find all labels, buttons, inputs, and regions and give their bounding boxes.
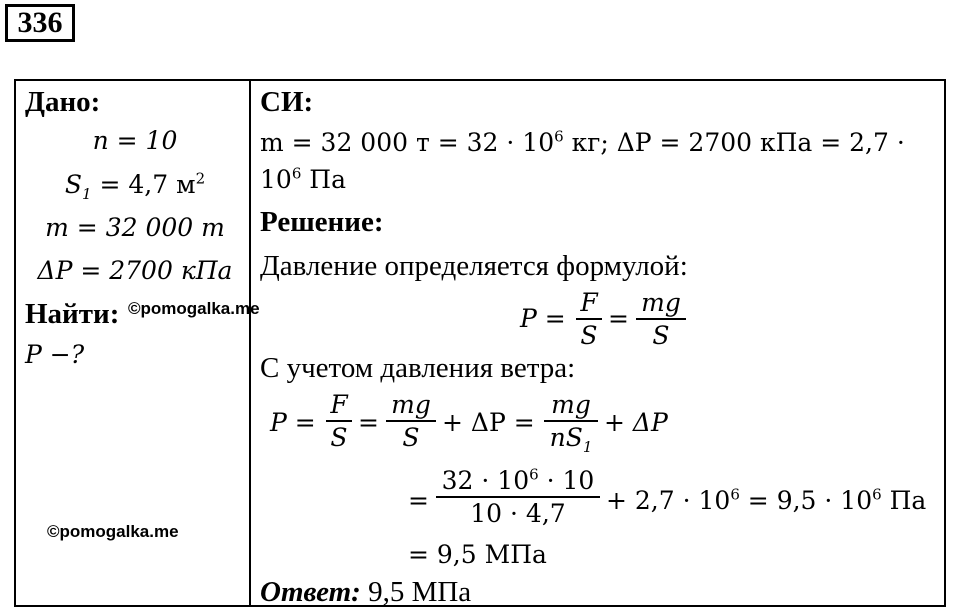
formula2-plus-dp-end: + ΔP [604, 408, 668, 437]
formula1-eq: = [608, 304, 629, 333]
formula2-frac2: $\frac{mg}{S}$ [386, 390, 436, 454]
watermark-bottom: ©pomogalka.me [47, 522, 179, 541]
si-header: СИ: [260, 86, 314, 118]
formula3-eq: = [408, 486, 429, 515]
formula2-frac1: $\frac{F}{S}$ [326, 390, 352, 454]
formula1-frac2: $\frac{mg}{S}$ [636, 288, 686, 352]
solution-text2: С учетом давления ветра: [260, 352, 576, 384]
formula2-frac3: $\frac{mg}{nS_1}$ [544, 390, 598, 454]
si-line2: $10^6$ Па [260, 164, 347, 194]
formula2-eq1: = [358, 408, 379, 437]
answer-line [260, 576, 471, 609]
column-divider [249, 79, 251, 607]
si-line1: m = 32 000 $т = 32 \cdot 10^6$ кг; ΔP = 2700 кПа = 2,7 · [260, 127, 905, 157]
given-n: n = 10 [92, 126, 178, 155]
given-header: Дано: [25, 86, 101, 118]
answer-label: Ответ: [260, 576, 361, 608]
find-header: Найти: [25, 298, 120, 330]
solution-header: Решение: [260, 206, 384, 238]
formula1-lhs: P = [520, 304, 566, 333]
given-m: m = 32 000 т [45, 213, 225, 242]
formula1-frac1: $\frac{F}{S}$ [576, 288, 602, 352]
formula4: = 9,5 МПа [408, 540, 547, 569]
problem-number: 336 [5, 4, 75, 42]
given-s1: $S_1 = 4,7$ $м^2$ [64, 169, 206, 203]
given-dp: ΔP = 2700 кПа [37, 256, 233, 285]
find-target: P −? [25, 340, 85, 369]
answer-value: 9,5 МПа [360, 576, 472, 608]
formula3-rest: + $2,7 \cdot 10^6 = 9,5 \cdot 10^6$ Па [606, 485, 927, 515]
watermark-top: ©pomogalka.me [128, 299, 260, 318]
formula2-plus-dp: + ΔP = [442, 408, 535, 437]
solution-text1: Давление определяется формулой: [260, 250, 688, 282]
formula2-lhs: P = [270, 408, 316, 437]
formula3-frac: $\frac{32 \cdot 10^6 \cdot 10}{10 \cdot 4,7}$ [436, 466, 600, 530]
